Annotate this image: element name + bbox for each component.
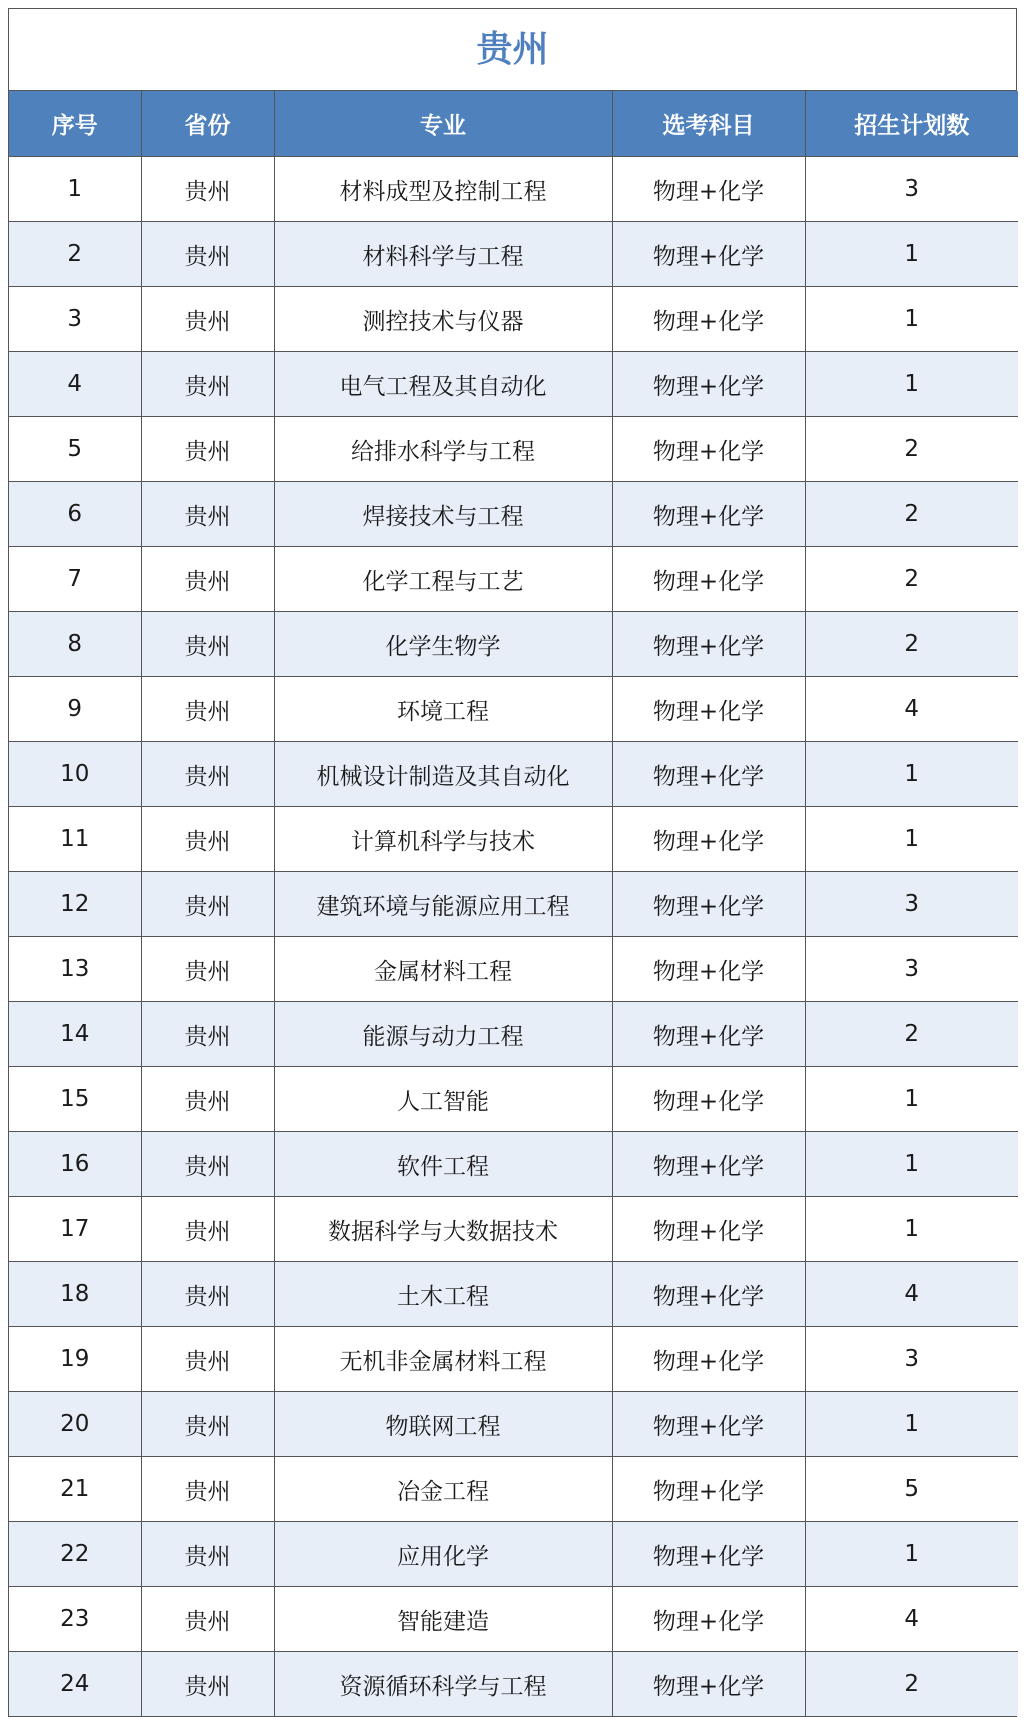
cell-province: 贵州 [141,1067,274,1132]
cell-province: 贵州 [141,1262,274,1327]
header-major: 专业 [274,91,612,157]
cell-quota: 1 [805,1132,1018,1197]
cell-province: 贵州 [141,1652,274,1717]
table-row [9,157,1018,222]
cell-province: 贵州 [141,742,274,807]
cell-quota: 1 [805,222,1018,287]
cell-province: 贵州 [141,417,274,482]
cell-subjects: 物理+化学 [612,807,805,872]
cell-major: 冶金工程 [274,1457,612,1522]
table-row [9,1587,1018,1652]
cell-major: 智能建造 [274,1587,612,1652]
cell-major: 环境工程 [274,677,612,742]
cell-quota: 1 [805,287,1018,352]
table-body [9,157,1018,1717]
cell-quota: 1 [805,352,1018,417]
cell-index: 18 [9,1262,141,1327]
cell-index: 17 [9,1197,141,1262]
cell-quota: 4 [805,1262,1018,1327]
cell-major: 人工智能 [274,1067,612,1132]
cell-index: 14 [9,1002,141,1067]
cell-major: 资源循环科学与工程 [274,1652,612,1717]
enrollment-table-sheet [8,8,1017,1717]
table-row [9,612,1018,677]
table-row [9,222,1018,287]
cell-subjects: 物理+化学 [612,482,805,547]
cell-major: 应用化学 [274,1522,612,1587]
cell-major: 无机非金属材料工程 [274,1327,612,1392]
cell-index: 2 [9,222,141,287]
table-row [9,1067,1018,1132]
cell-quota: 2 [805,612,1018,677]
cell-quota: 3 [805,1327,1018,1392]
table-row [9,807,1018,872]
cell-quota: 3 [805,872,1018,937]
cell-major: 土木工程 [274,1262,612,1327]
table-title: 贵州 [9,9,1016,91]
cell-major: 给排水科学与工程 [274,417,612,482]
cell-subjects: 物理+化学 [612,1457,805,1522]
cell-major: 焊接技术与工程 [274,482,612,547]
cell-quota: 2 [805,417,1018,482]
cell-subjects: 物理+化学 [612,1262,805,1327]
cell-index: 6 [9,482,141,547]
cell-province: 贵州 [141,807,274,872]
enrollment-table [9,91,1018,1716]
cell-quota: 4 [805,677,1018,742]
cell-index: 4 [9,352,141,417]
cell-major: 能源与动力工程 [274,1002,612,1067]
cell-index: 19 [9,1327,141,1392]
cell-index: 10 [9,742,141,807]
cell-major: 测控技术与仪器 [274,287,612,352]
cell-subjects: 物理+化学 [612,417,805,482]
cell-quota: 1 [805,742,1018,807]
table-row [9,287,1018,352]
cell-subjects: 物理+化学 [612,677,805,742]
cell-subjects: 物理+化学 [612,222,805,287]
cell-major: 物联网工程 [274,1392,612,1457]
cell-province: 贵州 [141,937,274,1002]
cell-major: 材料成型及控制工程 [274,157,612,222]
cell-subjects: 物理+化学 [612,612,805,677]
cell-index: 22 [9,1522,141,1587]
table-row [9,1392,1018,1457]
cell-quota: 1 [805,807,1018,872]
cell-subjects: 物理+化学 [612,1652,805,1717]
cell-index: 24 [9,1652,141,1717]
cell-province: 贵州 [141,1327,274,1392]
cell-province: 贵州 [141,872,274,937]
cell-province: 贵州 [141,1197,274,1262]
cell-index: 13 [9,937,141,1002]
cell-subjects: 物理+化学 [612,157,805,222]
cell-quota: 3 [805,157,1018,222]
table-row [9,1132,1018,1197]
table-row [9,937,1018,1002]
table-row [9,417,1018,482]
cell-province: 贵州 [141,482,274,547]
table-row [9,1522,1018,1587]
cell-index: 1 [9,157,141,222]
cell-major: 数据科学与大数据技术 [274,1197,612,1262]
cell-quota: 1 [805,1197,1018,1262]
cell-subjects: 物理+化学 [612,937,805,1002]
header-subjects: 选考科目 [612,91,805,157]
cell-major: 电气工程及其自动化 [274,352,612,417]
table-row [9,1652,1018,1717]
cell-quota: 2 [805,1002,1018,1067]
cell-major: 金属材料工程 [274,937,612,1002]
cell-quota: 3 [805,937,1018,1002]
header-province: 省份 [141,91,274,157]
cell-province: 贵州 [141,287,274,352]
table-row [9,1327,1018,1392]
cell-subjects: 物理+化学 [612,1327,805,1392]
cell-index: 15 [9,1067,141,1132]
cell-subjects: 物理+化学 [612,1197,805,1262]
cell-quota: 2 [805,482,1018,547]
cell-index: 5 [9,417,141,482]
cell-index: 20 [9,1392,141,1457]
cell-quota: 5 [805,1457,1018,1522]
cell-quota: 1 [805,1392,1018,1457]
cell-index: 7 [9,547,141,612]
cell-quota: 1 [805,1067,1018,1132]
cell-index: 8 [9,612,141,677]
cell-subjects: 物理+化学 [612,1002,805,1067]
table-row [9,1002,1018,1067]
cell-province: 贵州 [141,547,274,612]
cell-province: 贵州 [141,1587,274,1652]
cell-quota: 1 [805,1522,1018,1587]
table-row [9,482,1018,547]
cell-major: 软件工程 [274,1132,612,1197]
cell-subjects: 物理+化学 [612,1392,805,1457]
cell-major: 化学生物学 [274,612,612,677]
cell-subjects: 物理+化学 [612,1132,805,1197]
cell-subjects: 物理+化学 [612,872,805,937]
cell-quota: 2 [805,547,1018,612]
cell-province: 贵州 [141,352,274,417]
cell-province: 贵州 [141,1457,274,1522]
cell-province: 贵州 [141,1522,274,1587]
cell-subjects: 物理+化学 [612,287,805,352]
table-row [9,547,1018,612]
cell-subjects: 物理+化学 [612,547,805,612]
cell-index: 3 [9,287,141,352]
table-row [9,742,1018,807]
cell-province: 贵州 [141,157,274,222]
table-row [9,352,1018,417]
table-row [9,1457,1018,1522]
cell-major: 建筑环境与能源应用工程 [274,872,612,937]
table-row [9,1197,1018,1262]
cell-province: 贵州 [141,677,274,742]
cell-province: 贵州 [141,222,274,287]
cell-index: 9 [9,677,141,742]
cell-subjects: 物理+化学 [612,742,805,807]
table-row [9,677,1018,742]
cell-major: 计算机科学与技术 [274,807,612,872]
cell-quota: 4 [805,1587,1018,1652]
cell-index: 21 [9,1457,141,1522]
cell-province: 贵州 [141,1132,274,1197]
cell-quota: 2 [805,1652,1018,1717]
cell-subjects: 物理+化学 [612,1067,805,1132]
cell-province: 贵州 [141,1392,274,1457]
table-row [9,1262,1018,1327]
cell-province: 贵州 [141,1002,274,1067]
header-quota: 招生计划数 [805,91,1018,157]
cell-index: 23 [9,1587,141,1652]
cell-subjects: 物理+化学 [612,1587,805,1652]
cell-index: 11 [9,807,141,872]
cell-province: 贵州 [141,612,274,677]
cell-major: 化学工程与工艺 [274,547,612,612]
cell-major: 材料科学与工程 [274,222,612,287]
cell-index: 12 [9,872,141,937]
cell-index: 16 [9,1132,141,1197]
header-row [9,91,1018,157]
cell-major: 机械设计制造及其自动化 [274,742,612,807]
header-index: 序号 [9,91,141,157]
cell-subjects: 物理+化学 [612,1522,805,1587]
table-row [9,872,1018,937]
cell-subjects: 物理+化学 [612,352,805,417]
